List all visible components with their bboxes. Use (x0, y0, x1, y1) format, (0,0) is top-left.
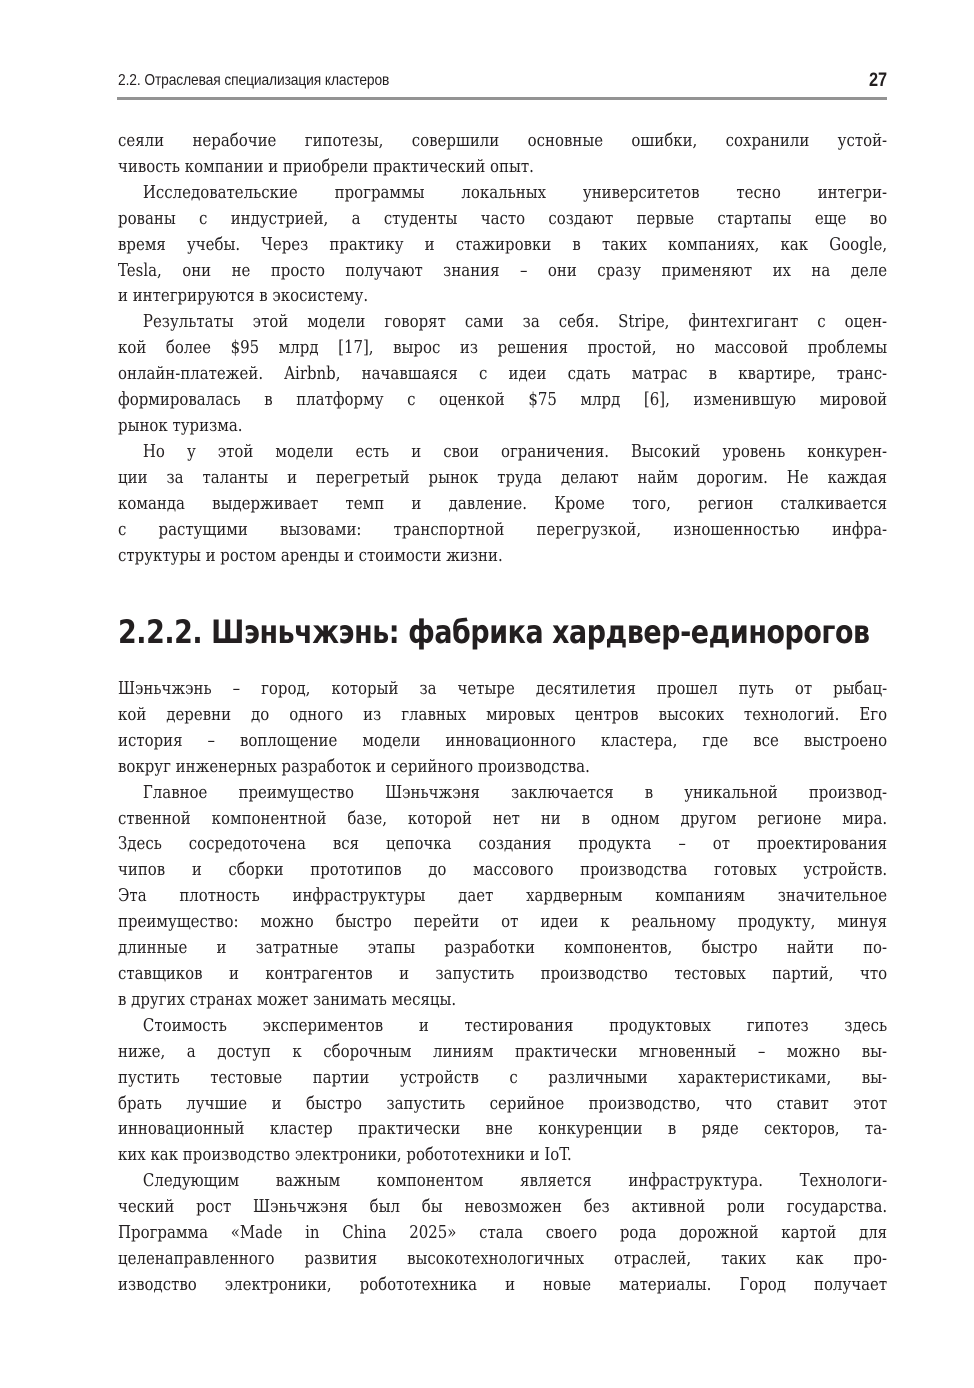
text-line: Исследовательские программы локальных университетов тесно интегри- (142, 181, 888, 203)
text-line: Стоимость экспериментов и тестирования продуктовых гипотез здесь (142, 1014, 888, 1036)
text-line: структуры и ростом аренды и стоимости жизни. (118, 544, 503, 566)
paragraph (118, 309, 887, 439)
text-line: сеяли нерабочие гипотезы, совершили основные ошибки, сохранили устой- (118, 130, 888, 151)
text-line: длинные и затратные этапы разработки компонентов, быстро найти по- (118, 937, 888, 959)
paragraph (118, 780, 887, 1013)
text-line: чипов и сборки прототипов до массового производства готовых устройств. (118, 859, 888, 881)
text-line: ких как производство электроники, робототехники и IoT. (118, 1144, 572, 1166)
section-heading-text: 2.2.2. Шэньчжэнь: фабрика хардвер-единорогов (118, 613, 870, 651)
paragraph (118, 1013, 887, 1168)
text-line: ниже, а доступ к сборочным линиям практически мгновенный – можно вы- (118, 1040, 888, 1062)
text-line: Эта плотность инфраструктуры дает хардверным компаниям значительное (118, 885, 888, 907)
body-text-top (118, 128, 887, 568)
text-line: Шэньчжэнь – город, который за четыре десятилетия прошел путь от рыбац- (118, 678, 888, 699)
paragraph (118, 1168, 887, 1298)
text-line: время учебы. Через практику и стажировки в таких компаниях, как Google, (118, 233, 888, 255)
running-header-section-title: 2.2. Отраслевая специализация кластеров (118, 72, 390, 89)
text-line: ции за таланты и перегретый рынок труда делают найм дорогим. Не каждая (118, 466, 888, 488)
text-line: Результаты этой модели говорят сами за себя. Stripe, финтехгигант с оцен- (142, 311, 888, 333)
text-line: команда выдерживает темп и давление. Кроме того, регион сталкивается (118, 492, 888, 514)
text-line: изводство электроники, робототехника и новые материалы. Город получает (118, 1273, 888, 1295)
text-line: пустить тестовые партии устройств с различными характеристиками, вы- (118, 1066, 888, 1088)
text-line: инновационный кластер практически вне конкуренции в ряде секторов, та- (118, 1118, 888, 1140)
text-line: брать лучшие и быстро запустить серийное производство, что ставит этот (118, 1092, 888, 1114)
text-line: целенаправленного развития высокотехнологичных отраслей, таких как про- (118, 1247, 888, 1269)
body-text-bottom (118, 676, 887, 1298)
text-line: Tesla, они не просто получают знания – они сразу применяют их на деле (118, 259, 888, 281)
text-line: формировалась в платформу с оценкой $75 млрд [6], изменившую мировой (118, 389, 888, 411)
text-line: преимущество: можно быстро перейти от идеи к реальному продукту, минуя (118, 911, 888, 933)
text-line: рынок туризма. (118, 414, 243, 436)
paragraph (118, 439, 887, 569)
text-line: ческий рост Шэньчжэня был бы невозможен без активной роли государства. (118, 1196, 888, 1218)
text-line: кой более $95 млрд [17], вырос из решения простой, но массовой проблемы (118, 337, 888, 359)
page-number: 27 (868, 70, 887, 91)
paragraph (118, 128, 887, 180)
text-line: вокруг инженерных разработок и серийного производства. (118, 755, 590, 777)
text-line: рованы с индустрией, а студенты часто создают первые стартапы еще во (118, 207, 888, 229)
text-line: и интегрируются в экосистему. (118, 285, 369, 307)
text-line: история – воплощение модели инновационного кластера, где все выстроено (118, 729, 888, 751)
text-line: Главное преимущество Шэньчжэня заключается в уникальной производ- (142, 781, 888, 803)
text-line: Программа «Made in China 2025» стала своего рода дорожной картой для (118, 1222, 888, 1244)
text-line: чивость компании и приобрели практический опыт. (118, 155, 534, 177)
paragraph (118, 180, 887, 310)
section-heading (118, 611, 887, 653)
text-line: онлайн-платежей. Airbnb, начавшаяся с идеи сдать матрас в квартире, транс- (118, 363, 888, 385)
text-line: Здесь сосредоточена вся цепочка создания продукта – от проектирования (118, 833, 888, 855)
text-line: в других странах может занимать месяцы. (118, 988, 457, 1010)
text-line: ставщиков и контрагентов и запустить производство тестовых партий, что (118, 962, 888, 984)
paragraph (118, 676, 887, 780)
text-line: Но у этой модели есть и свои ограничения. Высокий уровень конкурен- (142, 440, 888, 462)
text-line: Следующим важным компонентом является инфраструктура. Технологи- (142, 1170, 888, 1192)
text-line: с растущими вызовами: транспортной перегрузкой, изношенностью инфра- (118, 518, 888, 540)
text-line: кой деревни до одного из главных мировых центров высоких технологий. Его (118, 703, 888, 725)
header-divider (117, 97, 887, 100)
running-header (118, 68, 887, 96)
text-line: ственной компонентной базе, которой нет ни в одном другом регионе мира. (118, 807, 888, 829)
